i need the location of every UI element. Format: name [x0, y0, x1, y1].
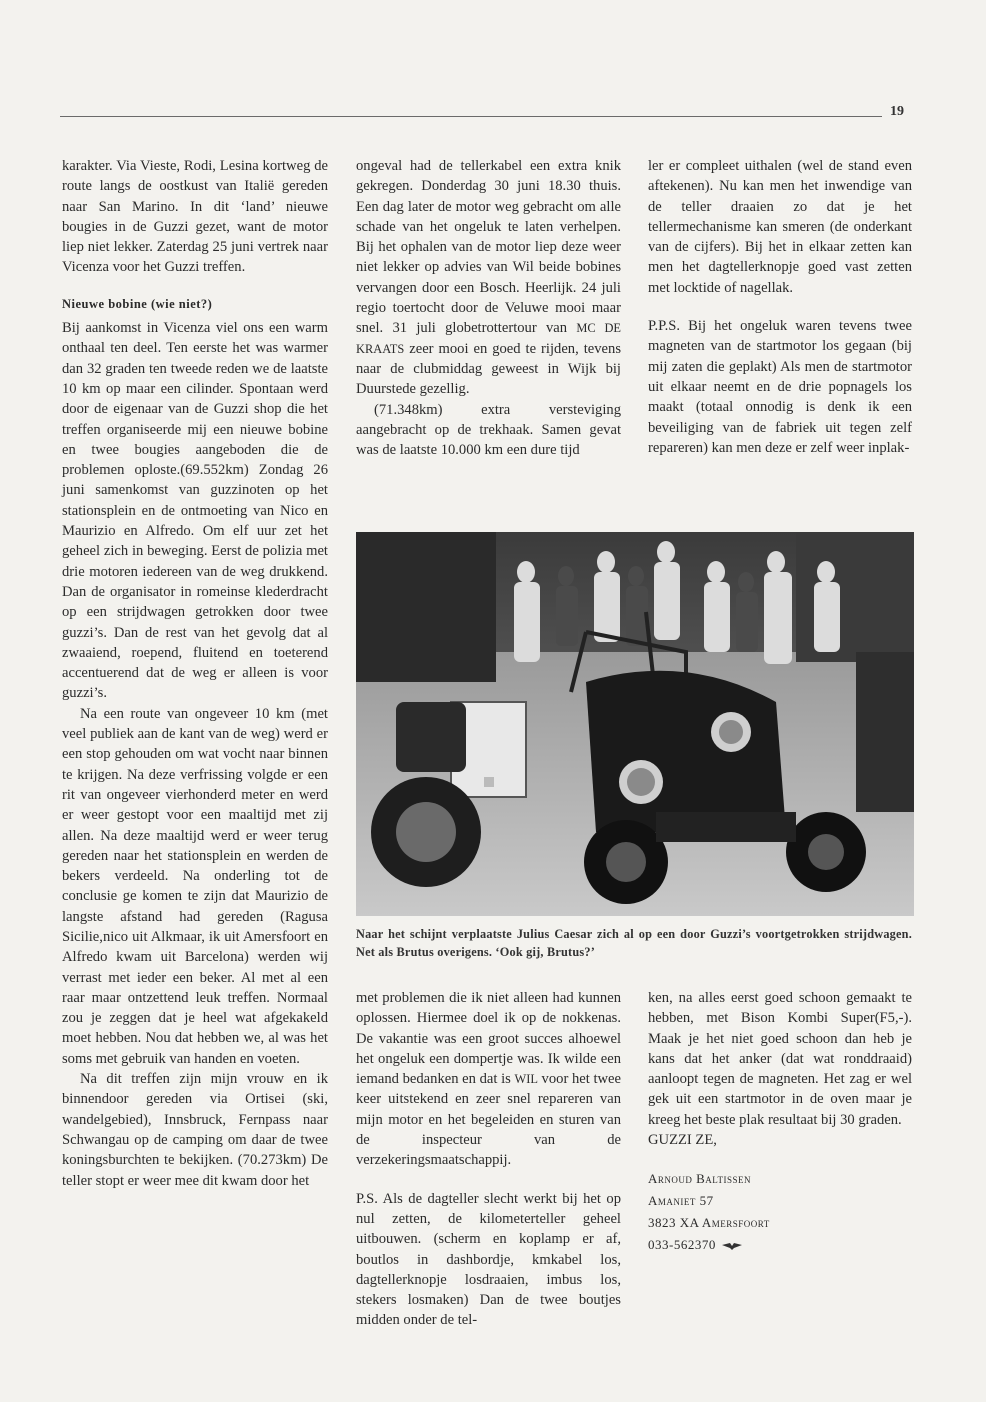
author-address	[648, 1168, 912, 1256]
paragraph-text: zeer mooi en goed te rijden, tevens naar de clubmiddag geweest in Wijk bij Duurstede gezellig.	[356, 340, 621, 398]
paragraph: Na dit treffen zijn mijn vrouw en ik binnendoor gereden via Ortisei (ski, wandelgebied), Innsbruck, Fernpass naar Schwangau op de camping om daar de twee koningsburchten te bekijken. (70.273km) De teller stopt er weer mee dit kwam door het	[62, 1071, 328, 1189]
paragraph: P.P.S. Bij het ongeluk waren tevens twee magneten van de startmotor los gegaan (bij mij zaten die geplakt) Als men de startmotor uit elkaar neemt en de drie popnagels los maakt (totaal onnodig is denk ik een beveiliging van de fabriek uit tegen zelf repareren) kan men deze er zelf weer inplak-	[648, 318, 912, 456]
section-heading: Nieuwe bobine (wie niet?)	[62, 296, 213, 311]
column-right-top	[648, 156, 912, 458]
address-phone	[648, 1234, 912, 1256]
paragraph: ler er compleet uithalen (wel de stand even aftekenen). Nu kan men het inwendige van de teller draaien zo dat je het tellermechanisme kan smeren (de onderkant van de cijfers). Bij het in elkaar zetten kan men het dagtellerknopje goed vast zetten met locktide of nagellak.	[648, 158, 912, 296]
paragraph: Bij aankomst in Vicenza viel ons een warm onthaal ten deel. Ten eerste het was warmer dan 32 graden ten tweede reden we de laatste 10 km op maar een cilinder. Spontaan werd door de eigenaar van de Guzzi shop die het treffen organiseerde mij een nieuwe bobine en twee bougies aangeboden die de problemen oploste.(69.552km) Zondag 26 juni samenkomst van guzzinoten op het stationsplein en de ontmoeting van Nico en Maurizio en Alfredo. Om elf uur zet het geheel zich in beweging. Eerst de polizia met drie motoren iedereen van de weg drukkend. Dan de organisator in romeinse klederdracht op een strijdwagen getrokken door twee guzzi’s. Dan de rest van het gevolg dat al zwaaiend, roepend, fluitend en toeterend accentuerend dat de weg er alleen is voor guzzi’s.	[62, 320, 328, 702]
phone-number: 033-562370	[648, 1237, 716, 1253]
person-name: WIL	[514, 1072, 538, 1087]
photo-caption: Naar het schijnt verplaatste Julius Caesar zich al op een door Guzzi’s voortgetrokken strijdwagen. Net als Brutus overigens. ‘Ook gij, Brutus?’	[356, 927, 912, 959]
paragraph-text: ongeval had de tellerkabel een extra knik gekregen. Donderdag 30 juni 18.30 thuis. Een dag later de motor weg gebracht om alle schade van het ongeluk te laten verhelpen. Bij het ophalen van de motor liep deze weer niet lekker op advies van Wil beide bobines vervangen door een Bosch. Heerlijk. 24 juli regio toertocht door de Veluwe mooi maar snel. 31 juli globetrottertour van	[356, 158, 621, 337]
paragraph: P.S. Als de dagteller slecht werkt bij het op nul zetten, de kilometerteller geheel uitbouwen. (scherm en koplamp er af, boutlos in dashbordje, kmkabel los, dagtellerknopje losdraaien, imbus los, stekers losmaken) Dan de twee boutjes midden onder de tel-	[356, 1190, 621, 1329]
column-right-bottom	[648, 988, 912, 1256]
paragraph-text: met problemen die ik niet alleen had kunnen oplossen. Hiermee doel ik op de nokkenas. De vakantie was een groot succes alhoewel het ongeluk een dompertje was. Ik wilde een iemand bedanken en dat is	[356, 990, 621, 1088]
column-middle-bottom	[356, 988, 621, 1331]
photo-motorcycles	[356, 532, 914, 916]
guzzi-eagle-icon	[722, 1242, 742, 1250]
column-left	[62, 156, 328, 1191]
signoff: GUZZI ZE,	[648, 1132, 717, 1149]
paragraph: karakter. Via Vieste, Rodi, Lesina kortweg de route langs de oostkust van Italië gereden naar San Marino. In dit ‘land’ nieuwe bougies in de Guzzi gezet, want de motor liep niet lekker. Zaterdag 25 juni vertrek naar Vicenza voor het Guzzi treffen.	[62, 158, 328, 276]
club-name: MC DE KRAATS	[356, 321, 621, 356]
paragraph: Na een route van ongeveer 10 km (met veel publiek aan de kant van de weg) werd er een stop gehouden om wat vocht naar binnen te krijgen. Na deze verfrissing volgde er een rit van ongeveer vierhonderd meter en werd er weer gestopt voor een maaltijd met zij allen. Na deze maaltijd werd er weer terug gereden naar het stationsplein en werden de bekers verdeeld. Na onderling tot de conclusie ge komen te zijn dat Maurizio de langste afstand had gereden (Ragusa Sicilie,nico uit Alkmaar, ik uit Amersfoort en Alfredo kwam uit Barcelona) werden wij verrast met ieder een beker. Al met al een raar maar ontzettend leuk treffen. Normaal zou je zeggen dat je heel wat afgekakeld moet hebben. Nou dat hebben we, al was het soms met gebruik van handen en voeten.	[62, 705, 328, 1067]
author-name: Arnoud Baltissen	[648, 1171, 751, 1187]
address-street: Amaniet 57	[648, 1193, 714, 1209]
paragraph: ken, na alles eerst goed schoon gemaakt te hebben, met Bison Kombi Super(F5,-). Maak je het niet goed schoon dan heb je kans dat het anker (dat wat ronddraaid) aanloopt tegen de magneten. Het zag er wel gek uit een startmotor in de oven maar je kreeg het beste plak resultaat bij 30 graden.	[648, 990, 912, 1128]
paragraph-text: voor het twee keer uitstekend en zeer snel repareren van mijn motor en het begeleiden en sturen van de inspecteur van de verzekeringsmaatschappij.	[356, 1071, 621, 1169]
column-middle-top	[356, 156, 621, 460]
photo-illustration	[356, 532, 914, 916]
paragraph: (71.348km) extra versteviging aangebracht op de trekhaak. Samen gevat was de laatste 10.000 km een dure tijd	[356, 401, 621, 459]
header-rule	[60, 116, 882, 117]
page-number: 19	[890, 104, 904, 119]
paragraph	[356, 156, 621, 400]
paragraph	[356, 988, 621, 1171]
address-city: 3823 XA Amersfoort	[648, 1215, 770, 1231]
